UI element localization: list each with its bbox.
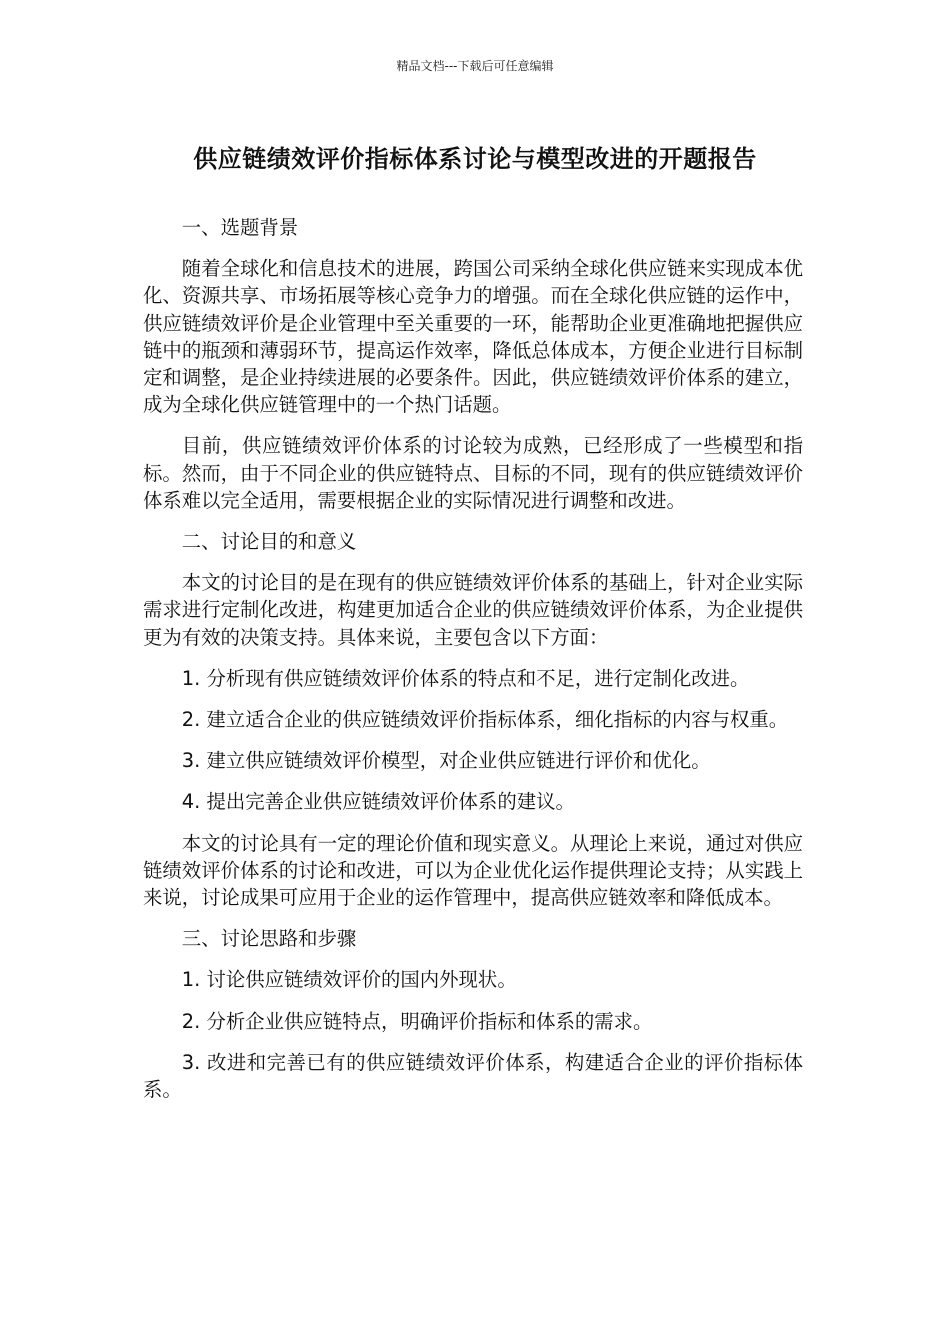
document-title: 供应链绩效评价指标体系讨论与模型改进的开题报告 [193,145,757,173]
paragraph-significance: 本文的讨论具有一定的理论价值和现实意义。从理论上来说，通过对供应链绩效评价体系的讨论和改进，可以为企业优化运作提供理论支持；从实践上来说，讨论成果可应用于企业的运作管理中，提高供应链效率和降低成本。 [143,831,803,910]
paragraph-background-1: 随着全球化和信息技术的进展，跨国公司采纳全球化供应链来实现成本优化、资源共享、市场拓展等核心竞争力的增强。而在全球化供应链的运作中，供应链绩效评价是企业管理中至关重要的一环，能帮助企业更准确地把握供应链中的瓶颈和薄弱环节，提高运作效率，降低总体成本，方便企业进行目标制定和调整，是企业持续进展的必要条件。因此，供应链绩效评价体系的建立，成为全球化供应链管理中的一个热门话题。 [143,257,803,417]
paragraph-purpose-intro: 本文的讨论目的是在现有的供应链绩效评价体系的基础上，针对企业实际需求进行定制化改进，构建更加适合企业的供应链绩效评价体系，为企业提供更为有效的决策支持。具体来说，主要包含以下方面： [143,571,803,649]
section-heading-background: 一、选题背景 [181,216,299,239]
section-heading-approach: 三、讨论思路和步骤 [181,927,357,951]
list-item-purpose-2: 2. 建立适合企业的供应链绩效评价指标体系，细化指标的内容与权重。 [181,708,789,732]
list-item-approach-2: 2. 分析企业供应链特点，明确评价指标和体系的需求。 [181,1009,653,1033]
list-item-purpose-1: 1. 分析现有供应链绩效评价体系的特点和不足，进行定制化改进。 [181,666,750,690]
section-heading-purpose: 二、讨论目的和意义 [181,530,357,554]
list-item-approach-1: 1. 讨论供应链绩效评价的国内外现状。 [181,968,517,992]
list-item-approach-3: 3. 改进和完善已有的供应链绩效评价体系，构建适合企业的评价指标体系。 [143,1050,803,1102]
paragraph-background-2: 目前，供应链绩效评价体系的讨论较为成熟，已经形成了一些模型和指标。然而，由于不同企业的供应链特点、目标的不同，现有的供应链绩效评价体系难以完全适用，需要根据企业的实际情况进行调整和改进。 [143,434,803,512]
document-body [143,214,803,1117]
list-item-purpose-4: 4. 提出完善企业供应链绩效评价体系的建议。 [181,790,575,814]
header-note: 精品文档---下载后可任意编辑 [396,59,554,73]
list-item-purpose-3: 3. 建立供应链绩效评价模型，对企业供应链进行评价和优化。 [181,749,711,773]
